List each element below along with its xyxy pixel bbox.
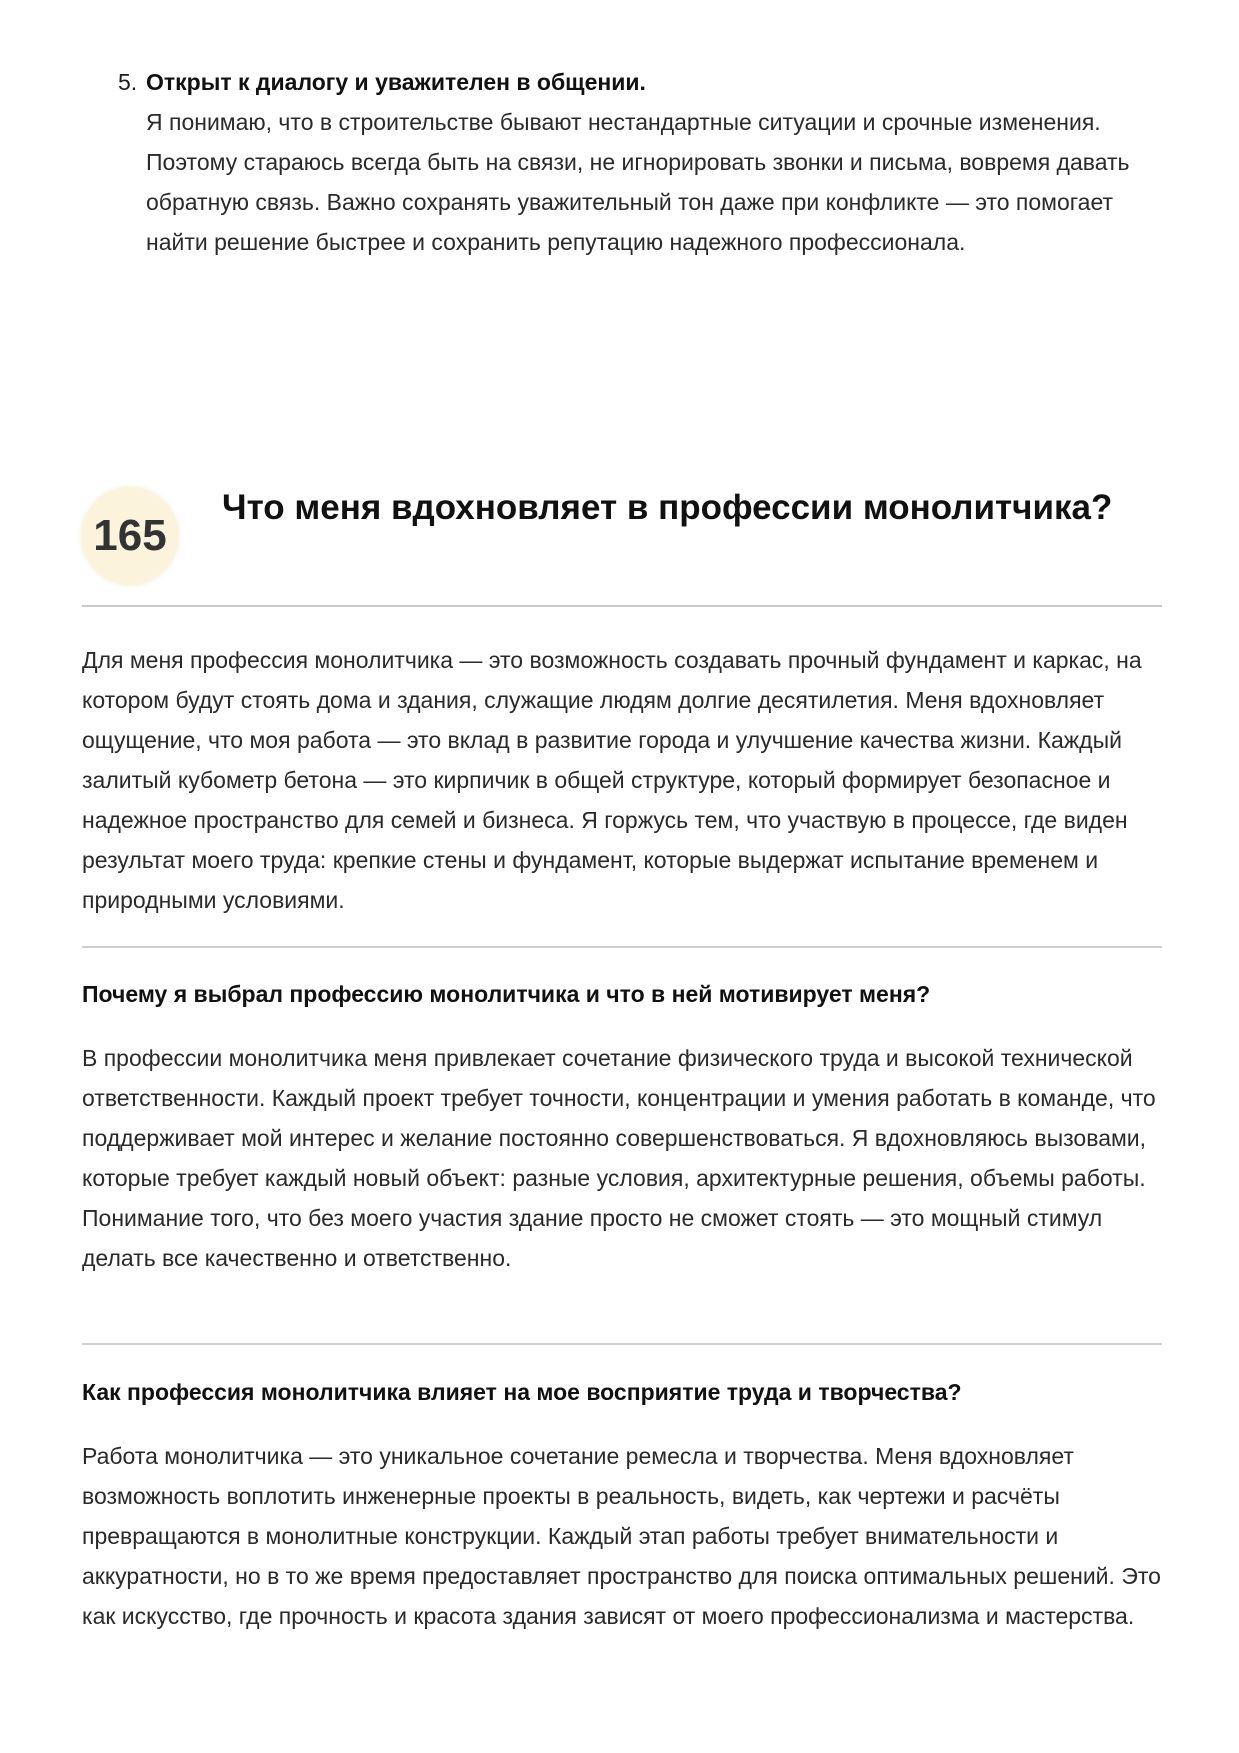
section-body-motivation: В профессии монолитчика меня привлекает сочетание физического труда и высокой технической ответственности. Каждый проект требует точности, концентрации и умения работать в команде, что поддерживает мой интерес и желание постоянно совершенствоваться. Я вдохновляюсь вызовами, которые требует каждый новый объект: разные условия, архитектурные решения, объемы работы. Понимание того, что без моего участия здание просто не сможет стоять — это мощный стимул делать все качественно и ответственно.: [82, 1045, 1156, 1271]
chapter-header: [82, 478, 1162, 608]
section-body-creativity: Работа монолитчика — это уникальное сочетание ремесла и творчества. Меня вдохновляет возможность воплотить инженерные проекты в реальность, видеть, как чертежи и расчёты превращаются в монолитные конструкции. Каждый этап работы требует внимательности и аккуратности, но в то же время предоставляет пространство для поиска оптимальных решений. Это как искусство, где прочность и красота здания зависят от моего профессионализма и мастерства.: [82, 1443, 1161, 1629]
section-divider: [82, 1343, 1162, 1345]
chapter-number-badge: 165: [82, 488, 178, 584]
chapter-title: Что меня вдохновляет в профессии монолитчика?: [222, 488, 1113, 527]
section-divider: [82, 946, 1162, 948]
section-heading-creativity: Как профессия монолитчика влияет на мое восприятие труда и творчества?: [82, 1379, 962, 1405]
intro-paragraph: Для меня профессия монолитчика — это возможность создавать прочный фундамент и каркас, на котором будут стоять дома и здания, служащие людям долгие десятилетия. Меня вдохновляет ощущение, что моя работа — это вклад в развитие города и улучшение качества жизни. Каждый залитый кубометр бетона — это кирпичик в общей структуре, который формирует безопасное и надежное пространство для семей и бизнеса. Я горжусь тем, что участвую в процессе, где виден результат моего труда: крепкие стены и фундамент, которые выдержат испытание временем и природными условиями.: [82, 647, 1142, 913]
list-item-title: Открыт к диалогу и уважителен в общении.: [146, 69, 646, 95]
list-item-body: Я понимаю, что в строительстве бывают нестандартные ситуации и срочные изменения. Поэтому стараюсь всегда быть на связи, не игнорировать звонки и письма, вовремя давать обратную связь. Важно сохранять уважительный тон даже при конфликте — это помогает найти решение быстрее и сохранить репутацию надежного профессионала.: [146, 109, 1130, 255]
list-item-number: 5.: [118, 69, 138, 95]
section-heading-motivation: Почему я выбрал профессию монолитчика и что в ней мотивирует меня?: [82, 981, 931, 1007]
chapter-divider: [82, 605, 1162, 607]
